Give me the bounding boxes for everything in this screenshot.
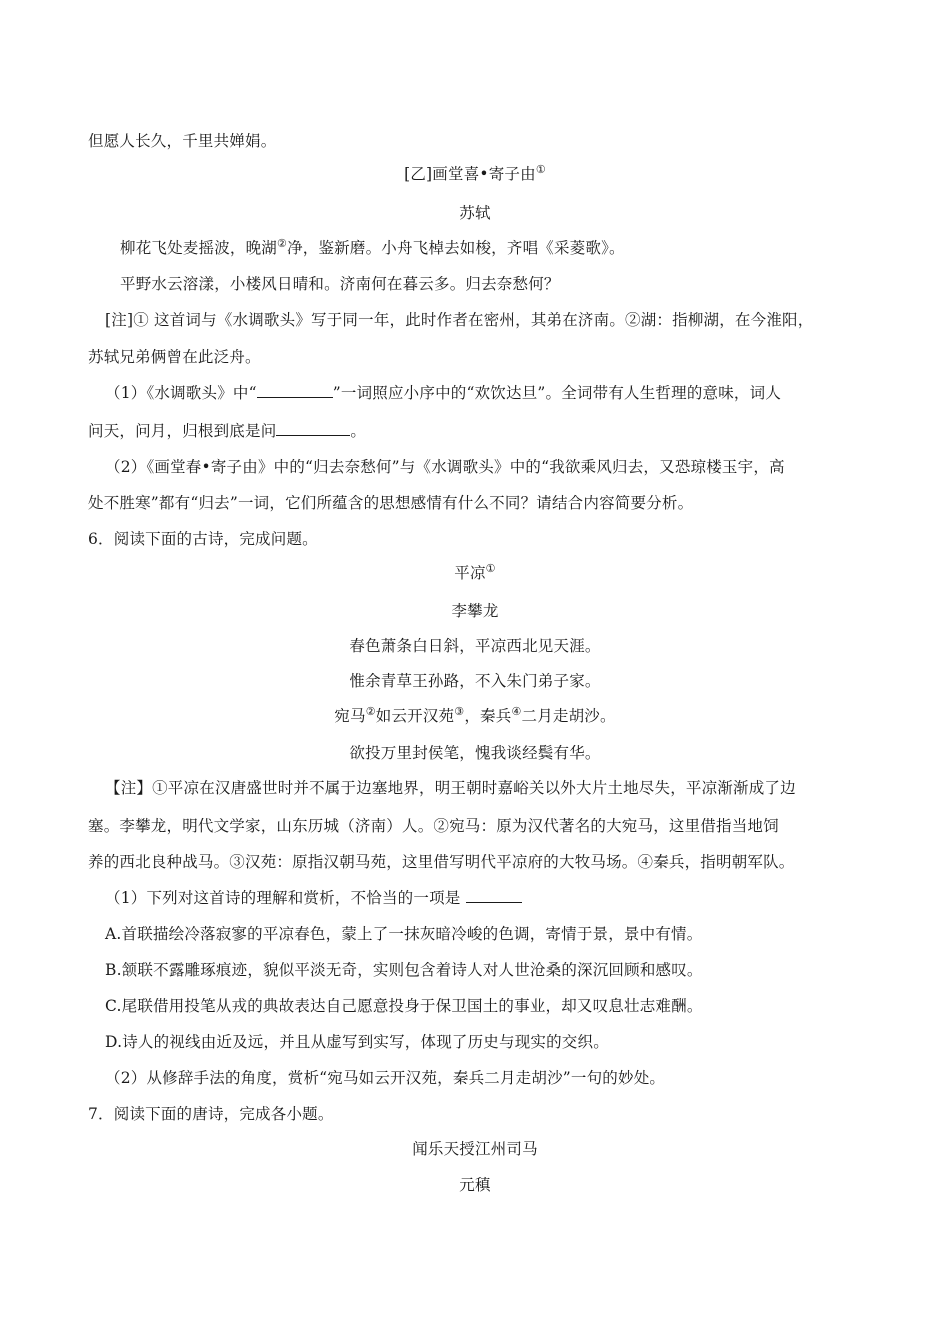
poem-6-author: 李攀龙 [451, 602, 499, 620]
poem-b-line-1 [120, 238, 625, 258]
question-2-line-1: （2）《画堂春•寄子由》中的“归去奈愁何”与《水调歌头》中的“我欲乘风归去，又恐琼楼玉宇，高 [105, 458, 785, 476]
option-b[interactable]: B.颔联不露雕琢痕迹，貌似平淡无奇，实则包含着诗人对人世沧桑的深沉回顾和感叹。 [105, 961, 703, 979]
poem-6-line-3-part-a: 宛马 [334, 707, 366, 725]
poem-6-question-2: （2）从修辞手法的角度，赏析“宛马如云开汉苑，秦兵二月走胡沙”一句的妙处。 [105, 1069, 666, 1087]
question-1-line-2 [88, 421, 366, 441]
poem-6-line-3-part-d: 二月走胡沙。 [521, 707, 616, 725]
poem-6-line-1: 春色萧条白日斜，平凉西北见天涯。 [349, 637, 601, 655]
question-1-text-b: ”一词照应小序中的“欢饮达旦”。全词带有人生哲理的意味，词人 [332, 384, 782, 402]
poem-b-note-line-2: 苏轼兄弟俩曾在此泛舟。 [88, 348, 261, 366]
poem-6-question-1 [105, 888, 522, 908]
poem-6-question-1-text: （1）下列对这首诗的理解和赏析，不恰当的一项是 [105, 889, 461, 907]
poem-b-title-text: [乙]画堂喜•寄子由 [404, 165, 536, 183]
option-d[interactable]: D.诗人的视线由近及远，并且从虚写到实写，体现了历史与现实的交织。 [105, 1033, 609, 1051]
poem-7-title: 闻乐天授江州司马 [412, 1140, 538, 1158]
option-a[interactable]: A.首联描绘冷落寂寥的平凉春色，蒙上了一抹灰暗冷峻的色调，寄情于景，景中有情。 [105, 925, 703, 943]
poem-6-line-3-part-c: ，秦兵 [464, 707, 512, 725]
poem-b-note-line-1: [注]① 这首词与《水调歌头》写于同一年，此时作者在密州，其弟在济南。②湖：指柳湖，在今淮阳， [105, 311, 814, 329]
question-1-text-a: （1）《水调歌头》中“ [105, 384, 257, 402]
poem-6-line-4: 欲投万里封侯笔，愧我谈经鬓有华。 [349, 744, 601, 762]
poem-b-line-1-part-b: 净，鉴新磨。小舟飞棹去如梭，齐唱《采菱歌》。 [287, 239, 625, 257]
poem-6-note-line-2: 塞。李攀龙，明代文学家，山东历城（济南）人。②宛马：原为汉代著名的大宛马，这里借指当地饲 [88, 817, 779, 835]
poem-b-line-2: 平野水云溶漾，小楼风日晴和。济南何在暮云多。归去奈愁何？ [120, 275, 560, 293]
question-1-line-1 [105, 383, 781, 403]
poem-6-line-2: 惟余青草王孙路，不入朱门弟子家。 [349, 672, 601, 690]
answer-blank[interactable] [276, 421, 350, 436]
question-1-text-c: 问天，问月，归根到底是问 [88, 422, 277, 440]
question-1-text-d: 。 [350, 422, 367, 440]
footnote-marker: ④ [511, 705, 522, 718]
question-7-heading: 7．阅读下面的唐诗，完成各小题。 [88, 1105, 334, 1123]
poem-b-title [0, 164, 950, 184]
footnote-marker: ① [485, 562, 496, 575]
poem-6-title [0, 563, 950, 583]
answer-blank[interactable] [257, 383, 333, 398]
poem-6-note-line-1: 【注】①平凉在汉唐盛世时并不属于边塞地界，明王朝时嘉峪关以外大片土地尽失，平凉渐渐成了边 [105, 779, 796, 797]
poem-6-title-text: 平凉 [454, 564, 486, 582]
poem-7-author: 元稹 [459, 1176, 491, 1194]
footnote-marker: ③ [454, 705, 465, 718]
footnote-marker: ② [365, 705, 376, 718]
poem-6-note-line-3: 养的西北良种战马。③汉苑：原指汉朝马苑，这里借写明代平凉府的大牧马场。④秦兵，指明朝军队。 [88, 853, 795, 871]
answer-blank[interactable] [466, 888, 522, 903]
option-c[interactable]: C.尾联借用投笔从戎的典故表达自己愿意投身于保卫国土的事业，却又叹息壮志难酬。 [105, 997, 703, 1015]
question-6-heading: 6．阅读下面的古诗，完成问题。 [88, 530, 318, 548]
poem-6-line-3-part-b: 如云开汉苑 [375, 707, 455, 725]
question-2-line-2: 处不胜寒”都有“归去”一词，它们所蕴含的思想感情有什么不同？请结合内容简要分析。 [88, 494, 694, 512]
footnote-marker: ① [535, 163, 546, 176]
poem-6-line-3 [0, 706, 950, 726]
poem-b-author: 苏轼 [459, 204, 491, 222]
footnote-marker: ② [277, 237, 288, 250]
poem-b-line-1-part-a: 柳花飞处麦摇波，晚湖 [120, 239, 278, 257]
poem-closing-line: 但愿人长久，千里共婵娟。 [88, 132, 277, 150]
